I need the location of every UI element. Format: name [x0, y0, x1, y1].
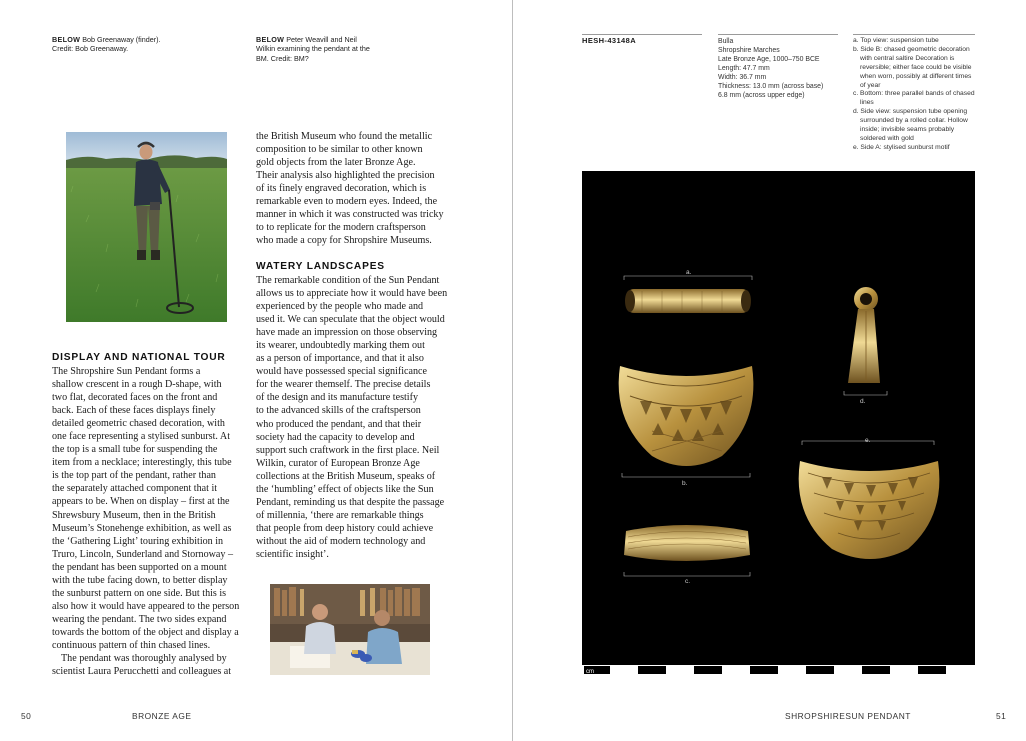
text-line: the ‘Gathering Light’ touring exhibition in: [52, 535, 224, 547]
text-line: item from a necklace; interestingly, this tube: [52, 457, 232, 469]
text-line: gold objects from the later Bronze Age.: [256, 157, 416, 169]
col2-top-body: [256, 130, 456, 247]
text-line: of millennia, ‘there are remarkable things: [256, 509, 424, 521]
view-e-side-a: [799, 461, 940, 559]
text-line: scientific insight’.: [256, 548, 329, 560]
text-line: The Shropshire Sun Pendant forms a: [52, 366, 201, 377]
view-notes: [853, 37, 978, 153]
text-line: the British Museum who found the metallic: [256, 131, 433, 142]
caption-label: BELOW: [256, 35, 285, 44]
text-line: support such craftwork in the first place. Neil: [256, 444, 440, 456]
text-line: experienced by the people who made and: [256, 301, 424, 313]
view-label-c: c.: [685, 578, 691, 585]
note-b: b. Side B: chased geometric decoration with central saltire Decoration is reversible; either face could be visible when worn, possibly at different times of year: [853, 45, 972, 89]
footer-section-right: SHROPSHIRESUN PENDANT: [785, 711, 911, 721]
text-line: appears to be. When on display – first at the: [52, 496, 230, 508]
caption-credit: Credit: Bob Greenaway.: [52, 44, 129, 54]
view-a-top-tube: [625, 289, 751, 313]
text-line: two flat, decorated faces on the front and: [52, 392, 218, 404]
spec-date: Late Bronze Age, 1000–750 BCE: [718, 56, 820, 63]
text-line: with the tube facing down, to better display: [52, 574, 228, 586]
text-line: The pendant was thoroughly analysed by: [61, 653, 227, 665]
pendant-photo-plate: [582, 171, 975, 675]
text-line: who made a copy for Shropshire Museums.: [256, 235, 432, 247]
watery-body: [256, 274, 456, 561]
footer-page-left: 50: [21, 711, 32, 721]
text-line: one face representing a stylised sunburst. At: [52, 431, 230, 443]
text-line: have made an impression on those observing: [256, 327, 438, 339]
text-line: to to replicate for the modern craftsperson: [256, 222, 426, 234]
text-line: of the design and its manufacture testify: [256, 392, 419, 404]
text-line: remarkable even to modern eyes. Indeed, the: [256, 196, 438, 208]
caption-finder: [52, 35, 232, 54]
caption-label: BELOW: [52, 35, 81, 44]
researchers-examining-photo: [270, 584, 430, 675]
text-line: who produced the pendant, and that their: [256, 418, 422, 430]
text-line: of its finely engraved decoration, which is: [256, 183, 427, 195]
text-line: towards the bottom of the object and display a: [52, 626, 239, 638]
text-line: used it. We can speculate that the object would: [256, 314, 445, 326]
text-line: Shrewsbury Museum, then in the British: [52, 509, 216, 521]
text-line: allows us to appreciate how it would have been: [256, 288, 448, 300]
record-id: HESH-43148A: [582, 36, 637, 45]
note-c: c. Bottom: three parallel bands of chased lines: [853, 90, 975, 107]
spec-thickness: Thickness: 13.0 mm (across base): [718, 83, 824, 90]
rule-notes: [853, 34, 975, 35]
text-line: the separately attached component that it: [52, 483, 218, 495]
text-line: composition to be similar to other known: [256, 144, 423, 156]
text-line: collections at the British Museum, speaks of: [256, 470, 436, 482]
text-line: Museum’s Stonehenge exhibition, as well as: [52, 522, 232, 534]
heading-display: DISPLAY AND NATIONAL TOUR: [52, 352, 226, 363]
text-line: wearing the pendant. The two sides expand: [52, 613, 227, 625]
heading-watery: WATERY LANDSCAPES: [256, 261, 385, 272]
rule-specs: [718, 34, 838, 35]
caption-text-2: Wilkin examining the pendant at the: [256, 44, 370, 54]
text-line: The remarkable condition of the Sun Pendant: [256, 275, 440, 286]
spec-location: Shropshire Marches: [718, 47, 780, 54]
caption-text: Bob Greenaway (finder).: [82, 35, 161, 44]
text-line: the top is a small tube for suspending the: [52, 444, 218, 456]
text-line: Truro, Lincoln, Sunderland and Stornoway –: [52, 548, 234, 560]
text-line: the sunburst pattern on one side. But this is: [52, 587, 227, 599]
view-d-side: [848, 287, 880, 383]
text-line: to the advanced skills of the craftsperson: [256, 405, 421, 417]
metal-detectorist-photo: [66, 132, 227, 322]
note-d: d. Side view: suspension tube opening surrounded by a rolled collar. Hollow inside; invisible seams probably soldered with gold: [853, 108, 968, 142]
view-label-d: d.: [860, 398, 866, 405]
scale-label: cm: [586, 669, 594, 675]
text-line: Wilkin, curator of European Bronze Age: [256, 457, 420, 469]
text-line: shallow crescent in a rough D-shape, with: [52, 379, 222, 391]
page-gutter: [512, 0, 513, 741]
text-line: its wearer, undoubtedly marking them out: [256, 340, 425, 352]
text-line: also how it would have appeared to the person: [52, 600, 240, 612]
spec-width: Width: 36.7 mm: [718, 74, 767, 81]
text-line: is the top part of the pendant, rather than: [52, 470, 216, 482]
text-line: manner in which it was constructed was tricky: [256, 209, 444, 221]
text-line: the ‘humbling’ effect of objects like the Sun: [256, 483, 434, 495]
caption-text: Peter Weavill and Neil: [286, 35, 357, 44]
view-c-bottom: [624, 525, 750, 561]
view-label-e: e.: [865, 437, 871, 444]
text-line: detailed geometric chased decoration, with: [52, 418, 225, 430]
caption-credit: BM. Credit: BM?: [256, 53, 309, 63]
text-line: Pendant, reminding us that despite the passage: [256, 496, 445, 508]
pendant-views: [582, 171, 975, 675]
spec-length: Length: 47.7 mm: [718, 65, 770, 72]
text-line: that people from deep history could achieve: [256, 522, 434, 534]
display-body: [52, 365, 252, 678]
footer-page-right: 51: [996, 711, 1007, 721]
view-b-side-b: [619, 366, 754, 466]
note-e: e. Side A: stylised sunburst motif: [853, 143, 950, 151]
text-line: the pendant has been supported on a mount: [52, 561, 227, 573]
text-line: as a person of importance, and that it also: [256, 353, 424, 365]
text-line: for the wearer themself. The precise details: [256, 379, 431, 391]
text-line: would have possessed special significance: [256, 366, 427, 378]
spec-thickness-upper: 6.8 mm (across upper edge): [718, 92, 805, 99]
text-line: society had the capacity to develop and: [256, 431, 415, 443]
text-line: continuous pattern of thin chased lines.: [52, 639, 211, 651]
text-line: scientist Laura Perucchetti and colleagues at: [52, 666, 232, 678]
note-a: a. Top view: suspension tube: [853, 37, 939, 44]
photo-bm: [270, 584, 430, 675]
view-label-b: b.: [682, 480, 688, 487]
scale-bar: [582, 665, 975, 675]
view-label-a: a.: [686, 269, 692, 276]
photo-finder: [66, 132, 227, 322]
caption-bm: [256, 35, 436, 63]
object-specs: [718, 37, 823, 100]
text-line: without the aid of modern technology and: [256, 535, 426, 547]
rule-record: [582, 34, 702, 35]
text-line: Their analysis also highlighted the precision: [256, 170, 435, 182]
spec-type: Bulla: [718, 38, 734, 45]
footer-section-left: BRONZE AGE: [132, 711, 192, 721]
text-line: back. Each of these faces displays finely: [52, 405, 216, 417]
